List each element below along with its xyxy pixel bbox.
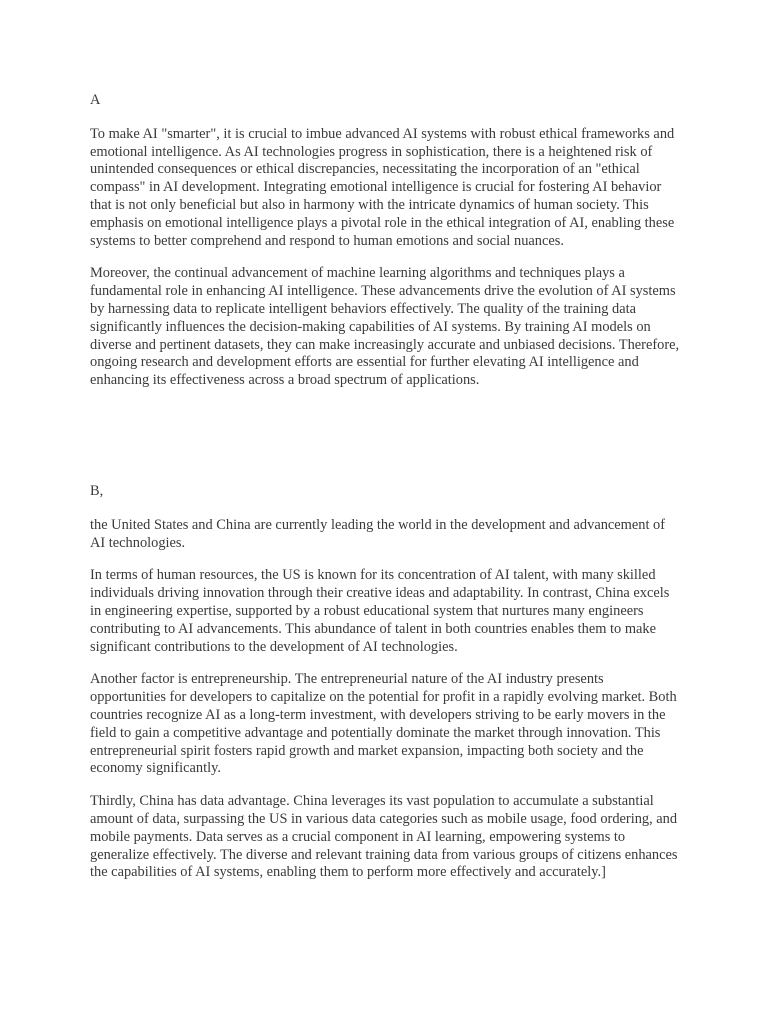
section-spacer — [90, 405, 682, 483]
section-b-heading: B, — [90, 482, 104, 499]
section-a — [90, 92, 682, 390]
section-a-paragraph-1: To make AI "smarter", it is crucial to imbue advanced AI systems with robust ethical frameworks and emotional intelligence. As AI technologies progress in sophistication, there is a heightened risk of unintended consequences or ethical discrepancies, necessitating the incorporation of an "ethical compass" in AI development. Integrating emotional intelligence is crucial for fostering AI behavior that is not only beneficial but also in harmony with the intricate dynamics of human society. This emphasis on emotional intelligence plays a pivotal role in the ethical integration of AI, enabling these systems to better comprehend and respond to human emotions and social nuances. — [90, 125, 675, 249]
section-b-paragraph-4: Thirdly, China has data advantage. China leverages its vast population to accumulate a substantial amount of data, surpassing the US in various data categories such as mobile usage, food ordering, and mobile payments. Data serves as a crucial component in AI learning, empowering systems to generalize effectively. The diverse and relevant training data from various groups of citizens enhances the capabilities of AI systems, enabling them to perform more effectively and accurately.] — [90, 793, 678, 881]
section-b-paragraph-2: In terms of human resources, the US is known for its concentration of AI talent, with many skilled individuals driving innovation through their creative ideas and adaptability. In contrast, China excels in engineering expertise, supported by a robust educational system that nurtures many engineers contributing to AI advancements. This abundance of talent in both countries enables them to make significant contributions to the development of AI technologies. — [90, 567, 670, 655]
section-b — [90, 483, 682, 882]
section-a-heading: A — [90, 92, 101, 108]
section-a-paragraph-2: Moreover, the continual advancement of machine learning algorithms and techniques plays a fundamental role in enhancing AI intelligence. These advancements drive the evolution of AI systems by harnessing data to replicate intelligent behaviors effectively. The quality of the training data significantly influences the decision-making capabilities of AI systems. By training AI models on diverse and pertinent datasets, they can make increasingly accurate and unbiased decisions. Therefore, ongoing research and development efforts are essential for further elevating AI intelligence and enhancing its effectiveness across a broad spectrum of applications. — [90, 265, 680, 389]
document-page — [90, 92, 682, 897]
section-b-paragraph-3: Another factor is entrepreneurship. The entrepreneurial nature of the AI industry presents opportunities for developers to capitalize on the potential for profit in a rapidly evolving market. Both countries recognize AI as a long-term investment, with developers striving to be early movers in the field to gain a competitive advantage and potentially dominate the market through innovation. This entrepreneurial spirit fosters rapid growth and market expansion, impacting both society and the economy significantly. — [90, 671, 677, 777]
section-b-paragraph-1: the United States and China are currently leading the world in the development and advancement of AI technologies. — [90, 516, 666, 551]
